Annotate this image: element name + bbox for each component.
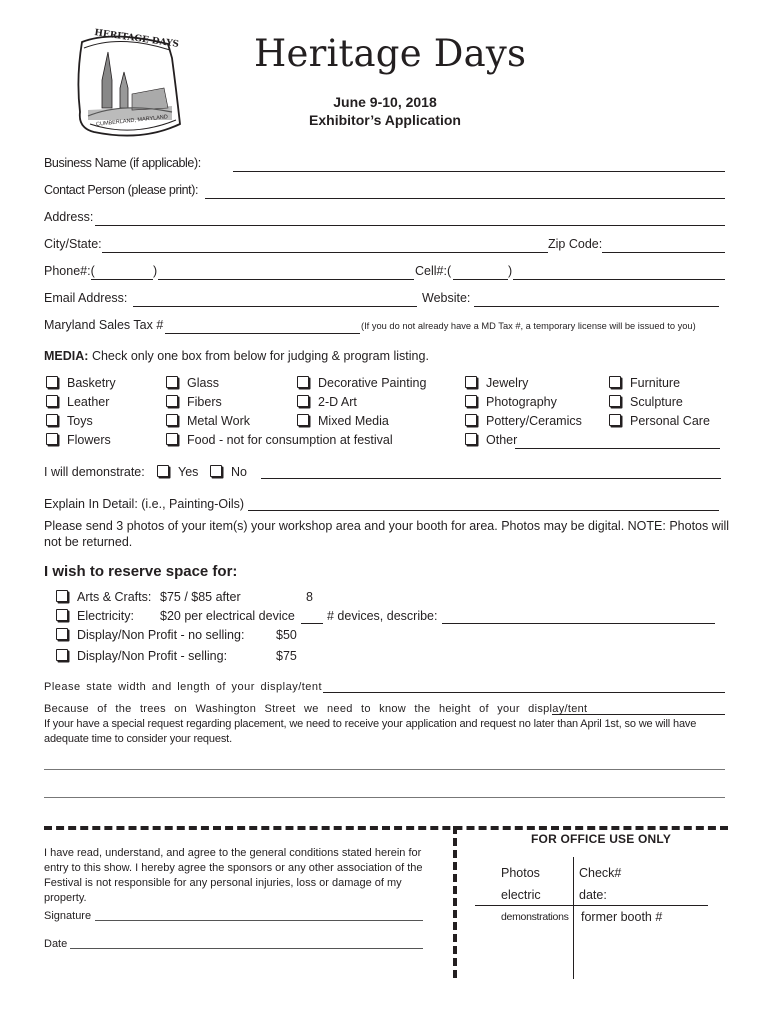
phone-label: Phone#:( [44,264,95,278]
special-request-note: If your have a special request regarding placement, we need to receive your application and request no later than April 1st, so we will have adequate time to consider your request. [44,718,697,745]
logo-text-top: HERITAGE DAYS [93,28,180,50]
checkbox-icon [56,628,68,640]
contact-person-field[interactable] [205,198,725,199]
demonstrate-yes-checkbox[interactable] [157,465,198,479]
checkbox-icon [166,376,178,388]
media-other-checkbox[interactable] [465,433,517,447]
media-option-label: Pottery/Ceramics [486,414,582,428]
media-option-label: Glass [187,376,219,390]
demonstrate-no-checkbox[interactable] [210,465,247,479]
electricity-price: $20 per electrical device [160,609,295,623]
zip-label: Zip Code: [548,237,603,251]
media-food-checkbox[interactable] [166,433,393,447]
height-field[interactable] [552,714,725,715]
media-option-label: Mixed Media [318,414,389,428]
checkbox-icon [56,649,68,661]
checkbox-icon [297,414,309,426]
checkbox-icon [609,414,621,426]
np-selling-label: Display/Non Profit - selling: [77,649,228,663]
trees-label: Because of the trees on Washington Street we need to know the height of your display/tent [44,703,588,715]
media-fibers-checkbox[interactable] [166,395,222,409]
office-horizontal-rule [475,905,708,906]
special-request-line-1[interactable] [44,769,725,770]
separator-vertical [453,826,457,978]
event-date: June 9-10, 2018 [333,94,437,110]
website-field[interactable] [474,306,719,307]
checkbox-icon [210,465,222,477]
contact-person-label: Contact Person (please print): [44,183,199,197]
checkbox-icon [297,376,309,388]
form-subtitle: Exhibitor’s Application [309,112,461,128]
cell-close: ) [508,264,513,278]
media-option-label: Sculpture [630,395,683,409]
demonstrate-field[interactable] [261,478,721,479]
signature-label: Signature [44,910,92,922]
arts-crafts-extra: 8 [306,590,313,604]
media-metal-work-checkbox[interactable] [166,414,250,428]
media-option-label: Other [486,433,518,447]
media-heading: MEDIA: [44,349,89,363]
media-option-label: Jewelry [486,376,529,390]
phone-field[interactable] [158,279,414,280]
sales-tax-note: (If you do not already have a MD Tax #, a temporary license will be issued to you) [361,321,696,331]
checkbox-icon [609,395,621,407]
checkbox-icon [46,414,58,426]
arts-crafts-price: $75 / $85 after [160,590,241,604]
electricity-checkbox[interactable] [56,609,134,623]
checkbox-icon [297,395,309,407]
checkbox-icon [166,414,178,426]
media-basketry-checkbox[interactable] [46,376,116,390]
demonstrate-yes-label: Yes [178,465,199,479]
media-pottery-checkbox[interactable] [465,414,582,428]
devices-label: # devices, describe: [327,609,438,623]
media-option-label: Fibers [187,395,222,409]
email-field[interactable] [133,306,417,307]
phone-close: ) [153,264,158,278]
media-option-label: Decorative Painting [318,376,427,390]
special-request-line-2[interactable] [44,797,725,798]
date-label: Date [44,938,68,950]
checkbox-icon [56,590,68,602]
cell-area-field[interactable] [453,279,508,280]
city-state-label: City/State: [44,237,102,251]
demonstrate-no-label: No [231,465,247,479]
checkbox-icon [56,609,68,621]
media-option-label: Personal Care [630,414,710,428]
checkbox-icon [46,433,58,445]
media-instruction [44,349,429,363]
office-photos-label: Photos [501,866,540,880]
electricity-devices-field[interactable] [301,623,323,624]
office-electric-label: electric [501,888,541,902]
phone-area-field[interactable] [91,279,153,280]
reserve-heading: I wish to reserve space for: [44,563,238,580]
media-option-label: Photography [486,395,557,409]
explain-field[interactable] [248,510,719,511]
media-glass-checkbox[interactable] [166,376,219,390]
office-use-title: FOR OFFICE USE ONLY [531,832,672,846]
media-sculpture-checkbox[interactable] [609,395,683,409]
checkbox-icon [465,414,477,426]
office-date-label: date: [579,888,607,902]
demonstrate-label: I will demonstrate: [44,465,145,479]
devices-describe-field[interactable] [442,623,715,624]
checkbox-icon [609,376,621,388]
media-flowers-checkbox[interactable] [46,433,111,447]
media-furniture-checkbox[interactable] [609,376,680,390]
media-option-label: Basketry [67,376,116,390]
checkbox-icon [465,395,477,407]
zip-field[interactable] [602,252,725,253]
np-selling-price: $75 [276,649,297,663]
cell-field[interactable] [513,279,725,280]
checkbox-icon [166,395,178,407]
checkbox-icon [465,376,477,388]
website-label: Website: [422,291,471,305]
media-option-label: Furniture [630,376,681,390]
media-decorative-painting-checkbox[interactable] [297,376,426,390]
arts-crafts-checkbox[interactable] [56,590,151,604]
address-field[interactable] [95,225,725,226]
explain-label: Explain In Detail: (i.e., Painting-Oils) [44,497,245,511]
office-demonstrations-label: demonstrations [501,911,569,923]
media-option-label: Metal Work [187,414,250,428]
agreement-text: I have read, understand, and agree to the general conditions stated herein for entry to this show. I hereby agree the sponsors or any other association of the Festival is not responsible for any personal injuries, loss or damage of my property. [44,847,423,904]
signature-field[interactable] [95,920,423,921]
address-label: Address: [44,210,94,224]
media-option-label: Toys [67,414,93,428]
display-np-selling-checkbox[interactable] [56,649,227,663]
media-jewelry-checkbox[interactable] [465,376,528,390]
media-option-label: 2-D Art [318,395,357,409]
media-other-field[interactable] [515,448,720,449]
media-toys-checkbox[interactable] [46,414,93,428]
date-field[interactable] [70,948,423,949]
city-state-field[interactable] [102,252,548,253]
business-name-label: Business Name (if applicable): [44,156,201,170]
media-option-label: Flowers [67,433,111,447]
checkbox-icon [46,395,58,407]
office-former-booth-label: former booth # [581,910,663,924]
separator-dashed [44,826,728,830]
cell-label: Cell#:( [415,264,452,278]
media-option-label: Leather [67,395,110,409]
np-no-selling-price: $50 [276,628,297,642]
display-np-no-selling-checkbox[interactable] [56,628,244,642]
office-vertical-rule [573,857,574,979]
media-2d-art-checkbox[interactable] [297,395,357,409]
media-option-label: Food - not for consumption at festival [187,433,393,447]
sales-tax-field[interactable] [165,333,360,334]
display-size-label: Please state width and length of your display/tent [44,681,323,693]
sales-tax-label: Maryland Sales Tax # [44,318,164,332]
arts-crafts-label: Arts & Crafts: [77,590,152,604]
heritage-days-logo [72,28,190,140]
page-title: Heritage Days [254,32,527,75]
media-personal-care-checkbox[interactable] [609,414,710,428]
media-photography-checkbox[interactable] [465,395,557,409]
np-no-selling-label: Display/Non Profit - no selling: [77,628,245,642]
logo-text-bottom: CUMBERLAND, MARYLAND [95,114,169,128]
media-mixed-media-checkbox[interactable] [297,414,389,428]
business-name-field[interactable] [233,171,725,172]
display-size-field[interactable] [323,692,725,693]
checkbox-icon [157,465,169,477]
checkbox-icon [465,433,477,445]
checkbox-icon [166,433,178,445]
media-instruction-text: Check only one box from below for judging & program listing. [91,349,429,363]
media-leather-checkbox[interactable] [46,395,109,409]
checkbox-icon [46,376,58,388]
email-label: Email Address: [44,291,128,305]
office-check-label: Check# [579,866,622,880]
electricity-label: Electricity: [77,609,134,623]
photos-note: Please send 3 photos of your item(s) your workshop area and your booth for area. Photos may be digital. NOTE: Photos will not be returned. [44,519,730,549]
